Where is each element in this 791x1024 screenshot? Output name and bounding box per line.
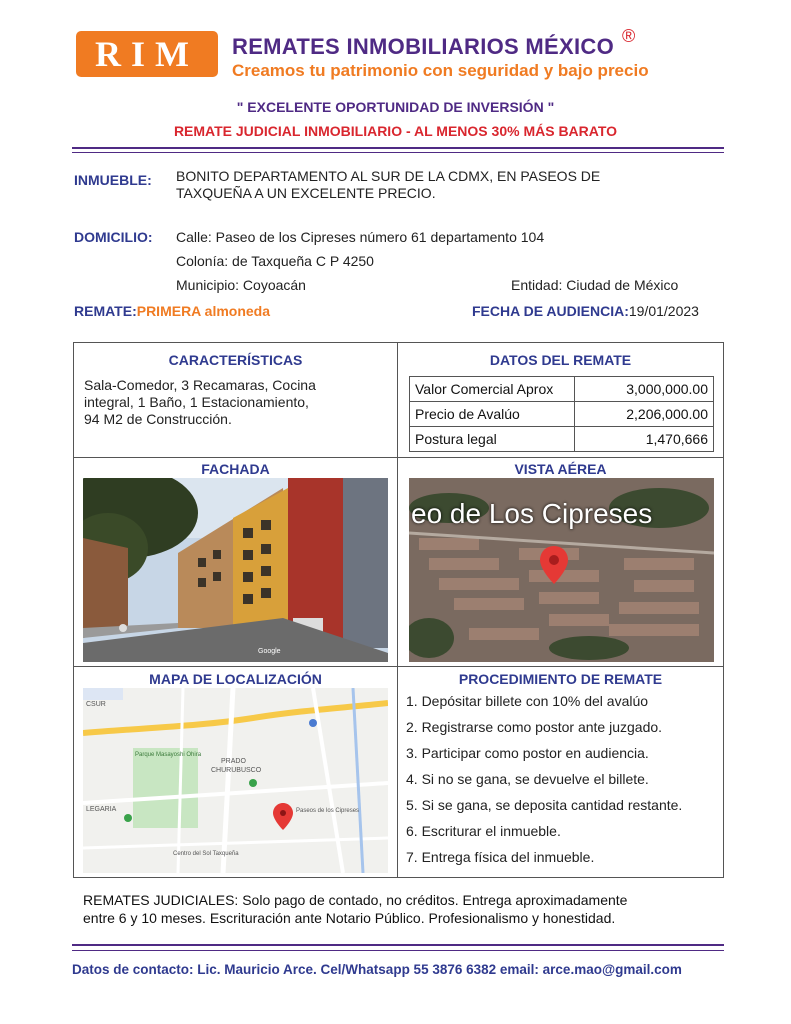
caracteristicas-line3: 94 M2 de Construcción.: [84, 411, 232, 427]
rim-logo: RIM: [76, 31, 218, 77]
caracteristicas-title: CARACTERÍSTICAS: [168, 352, 303, 368]
caracteristicas-line2: integral, 1 Baño, 1 Estacionamiento,: [84, 394, 309, 410]
contact-info: Datos de contacto: Lic. Mauricio Arce. Cel/Whatsapp 55 3876 6382 email: arce.mao@gmail.com: [72, 962, 682, 977]
divider: [72, 152, 724, 153]
grid-line: [723, 342, 724, 878]
table-row: [410, 427, 714, 452]
caracteristicas-line1: Sala-Comedor, 3 Recamaras, Cocina: [84, 377, 316, 393]
google-watermark: Google: [258, 648, 281, 655]
list-item: 5. Si se gana, se deposita cantidad restante.: [406, 797, 683, 813]
divider: [72, 944, 724, 946]
location-map: [83, 688, 388, 873]
grid-line: [73, 877, 724, 878]
fecha-value: 19/01/2023: [628, 303, 699, 319]
grid-line: [73, 666, 724, 667]
domicilio-entidad: Entidad: Ciudad de México: [511, 277, 679, 293]
vista-aerea-title: VISTA AÉREA: [514, 461, 607, 477]
datos-remate-table: [409, 376, 714, 452]
headline: " EXCELENTE OPORTUNIDAD DE INVERSIÓN ": [236, 99, 555, 115]
domicilio-colonia: Colonía: de Taxqueña C P 4250: [176, 253, 374, 269]
inmueble-label: INMUEBLE:: [74, 172, 152, 188]
mapa-title: MAPA DE LOCALIZACIÓN: [149, 671, 322, 687]
precio-avaluo-value: 2,206,000.00: [575, 402, 714, 427]
company-name: REMATES INMOBILIARIOS MÉXICO: [232, 34, 615, 59]
valor-comercial-label: Valor Comercial Aprox: [410, 377, 575, 402]
building-street-image: [83, 478, 388, 662]
list-item: 6. Escriturar el inmueble.: [406, 823, 561, 839]
remate-label: REMATE:: [74, 303, 137, 319]
grid-line: [73, 342, 724, 343]
procedimiento-title: PROCEDIMIENTO DE REMATE: [458, 671, 663, 687]
domicilio-municipio: Municipio: Coyoacán: [176, 277, 306, 293]
table-row: [410, 402, 714, 427]
remate-row: [74, 303, 270, 319]
map-label: CHURUBUSCO: [211, 767, 262, 774]
fecha-label: FECHA DE AUDIENCIA:: [472, 303, 629, 319]
divider: [72, 950, 724, 951]
list-item: 7. Entrega física del inmueble.: [406, 849, 595, 865]
remate-value: PRIMERA almoneda: [136, 303, 271, 319]
map-image: [83, 688, 388, 873]
aerial-street-label: eo de Los Cipreses: [411, 498, 653, 529]
fecha-audiencia: [472, 303, 699, 319]
list-item: 3. Participar como postor en audiencia.: [406, 745, 649, 761]
precio-avaluo-label: Precio de Avalúo: [410, 402, 575, 427]
domicilio-label: DOMICILIO:: [74, 229, 153, 245]
map-label: Centro del Sol Taxqueña: [173, 851, 239, 857]
postura-legal-value: 1,470,666: [575, 427, 714, 452]
map-label: Parque Masayoshi Ohira: [135, 752, 202, 758]
map-label: Paseos de los Cipreses: [296, 808, 360, 814]
divider: [72, 147, 724, 149]
map-label: PRADO: [221, 758, 246, 765]
fachada-photo: [83, 478, 388, 662]
grid-line: [73, 342, 74, 878]
inmueble-line1: BONITO DEPARTAMENTO AL SUR DE LA CDMX, EN PASEOS DE: [176, 168, 601, 184]
grid-line: [397, 342, 398, 878]
footer-line1: REMATES JUDICIALES: Solo pago de contado, no créditos. Entrega aproximadamente: [83, 892, 628, 908]
map-label: LEGARIA: [86, 806, 117, 813]
table-row: [410, 377, 714, 402]
fachada-title: FACHADA: [201, 461, 270, 477]
list-item: 1. Depósitar billete con 10% del avalúo: [406, 693, 649, 709]
datos-remate-title: DATOS DEL REMATE: [489, 352, 632, 368]
grid-line: [73, 457, 724, 458]
inmueble-line2: TAXQUEÑA A UN EXCELENTE PRECIO.: [176, 185, 436, 201]
valor-comercial-value: 3,000,000.00: [575, 377, 714, 402]
map-label: CSUR: [86, 701, 106, 708]
registered-mark: ®: [622, 26, 636, 46]
list-item: 4. Si no se gana, se devuelve el billete.: [406, 771, 649, 787]
vista-aerea-photo: [409, 478, 714, 662]
procedimiento-list: [406, 688, 682, 870]
domicilio-calle: Calle: Paseo de los Cipreses número 61 departamento 104: [176, 229, 545, 245]
tagline: Creamos tu patrimonio con seguridad y bajo precio: [232, 61, 649, 80]
footer-line2: entre 6 y 10 meses. Escrituración ante Notario Público. Profesionalismo y honestidad.: [83, 910, 616, 926]
postura-legal-label: Postura legal: [410, 427, 575, 452]
subheadline: REMATE JUDICIAL INMOBILIARIO - AL MENOS 30% MÁS BARATO: [173, 123, 618, 139]
list-item: 2. Registrarse como postor ante juzgado.: [406, 719, 663, 735]
